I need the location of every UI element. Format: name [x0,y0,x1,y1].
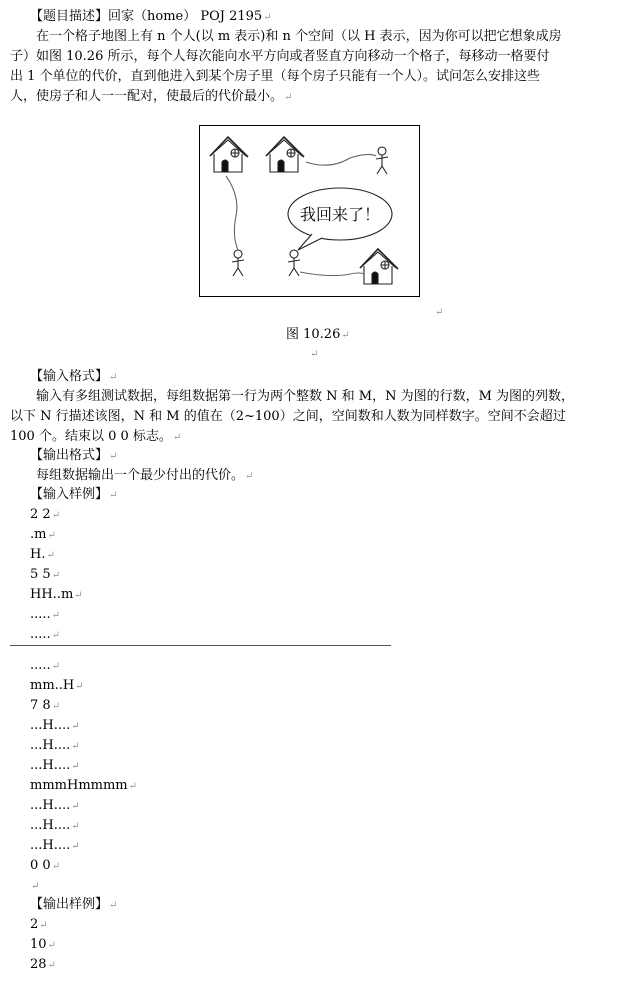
sample-output-line: 10↵ [30,937,56,952]
sample-input-line: ...H....↵ [30,798,80,813]
sample-input-line: ...H....↵ [30,738,80,753]
input-format-line: 以下 N 行描述该图，N 和 M 的值在（2~100）之间，空间数和人数为同样数字。空间不会超过 [10,409,566,424]
figure-illustration [199,125,420,297]
person-icon [288,250,300,276]
sample-input-line: .....↵ [30,627,61,642]
input-format-line: 100 个。结束以 0 0 标志。↵ [10,429,182,444]
sample-output-line: 28↵ [30,957,56,972]
desc-line: 在一个格子地图上有 n 个人(以 m 表示)和 n 个空间（以 H 表示，因为你可以把它想象成房 [36,29,562,44]
person-icon [232,250,244,276]
desc-line: 子）如图 10.26 所示，每个人每次能向水平方向或者竖直方向移动一个格子，每移动一格要付 [10,49,550,64]
sample-input-line: mm..H↵ [30,678,84,693]
sample-input-line: mmmHmmmm↵ [30,778,138,793]
input-format-heading: 【输入格式】↵ [30,369,118,384]
speech-text: 我回来了！ [299,205,381,224]
problem-header: 【题目描述】回家（home） POJ 2195↵ [30,9,272,24]
input-format-line: 输入有多组测试数据，每组数据第一行为两个整数 N 和 M，N 为图的行数，M 为图的列数， [36,389,575,404]
return-mark: ↵ [310,349,319,360]
sample-input-line: 7 8↵ [30,698,61,713]
house-icon [360,249,398,284]
house-icon [266,137,304,172]
sample-input-line: .....↵ [30,607,61,622]
house-icon [210,137,248,172]
sample-input-line: ...H....↵ [30,818,80,833]
sample-input-line: HH..m↵ [30,587,83,602]
sample-input-line: ...H....↵ [30,838,80,853]
sample-input-line: 0 0↵ [30,858,61,873]
output-format-heading: 【输出格式】↵ [30,448,118,463]
desc-line: 人，使房子和人一一配对，使最后的代价最小。↵ [10,89,293,104]
figure-caption: 图 10.26↵ [286,327,350,342]
output-format-line: 每组数据输出一个最少付出的代价。↵ [36,468,254,483]
sample-input-line: ↵ [31,881,40,892]
sample-input-line: H.↵ [30,547,55,562]
person-icon [376,147,388,174]
sample-input-line: 2 2↵ [30,507,61,522]
sample-input-heading: 【输入样例】↵ [30,487,118,502]
sample-output-line: 2↵ [30,917,48,932]
return-mark: ↵ [435,307,444,318]
sample-input-line: 5 5↵ [30,567,61,582]
page-break-divider [10,645,391,646]
sample-input-line: .m↵ [30,527,56,542]
sample-input-line: .....↵ [30,658,61,673]
sample-input-line: ...H....↵ [30,718,80,733]
sample-output-heading: 【输出样例】↵ [30,897,118,912]
desc-line: 出 1 个单位的代价，直到他进入到某个房子里（每个房子只能有一个人）。试问怎么安排这些 [10,69,541,84]
houses-people-drawing [200,126,419,296]
sample-input-line: ...H....↵ [30,758,80,773]
